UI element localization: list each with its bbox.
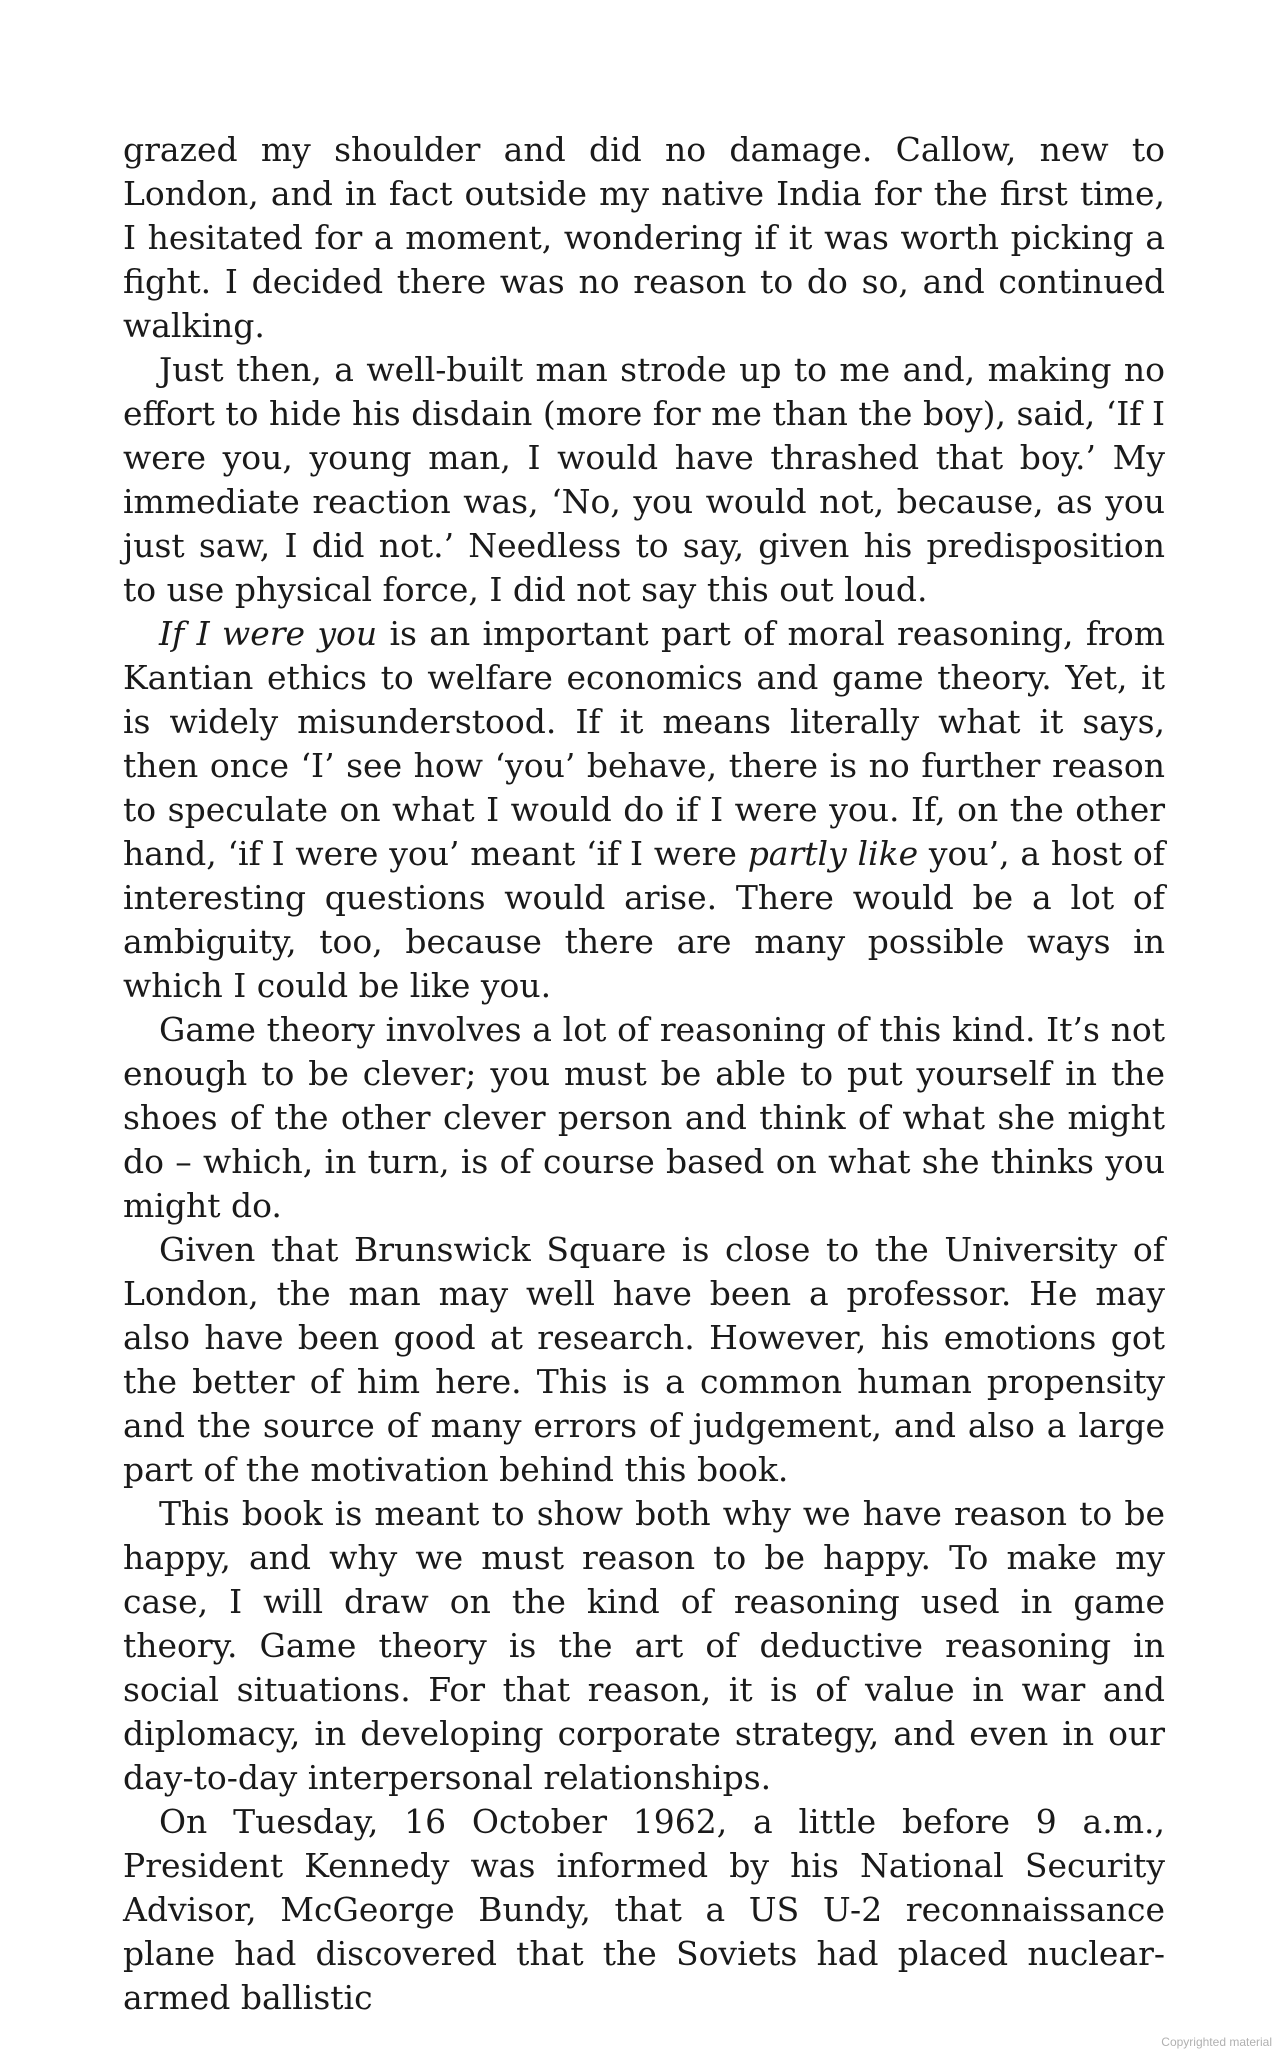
paragraph-text: grazed my shoulder and did no damage. Callow, new to London, and in fact outside my native India for the first time, I hesitated for a moment, wondering if it was worth picking a fight. I decided there was no reason to do so, and continued walking. bbox=[123, 130, 1165, 345]
paragraph bbox=[123, 128, 1165, 348]
paragraph bbox=[123, 1228, 1165, 1492]
paragraph-text: Just then, a well-built man strode up to me and, making no effort to hide his disdain (more for me than the boy), said, ‘If I were you, young man, I would have thrashed that boy.’ My immediate reaction was, ‘No, you would not, because, as you just saw, I did not.’ Needless to say, given his predisposition to use physical force, I did not say this out loud. bbox=[123, 350, 1165, 609]
paragraph bbox=[123, 348, 1165, 612]
paragraph bbox=[123, 1492, 1165, 1800]
paragraph-text: is an important part of moral reasoning, from Kantian ethics to welfare economics and game theory. Yet, it is widely misunderstood. If it means literally what it says, then once ‘I’ see how ‘you’ behave, there is no further reason to speculate on what I would do if I were you. If, on the other hand, ‘if I were you’ meant ‘if I were bbox=[123, 614, 1165, 873]
paragraph-text: On Tuesday, 16 October 1962, a little before 9 a.m., President Kennedy was informed by his National Security Advisor, McGeorge Bundy, that a US U-2 reconnaissance plane had discovered that the Soviets had placed nuclear-armed ballistic bbox=[123, 1802, 1165, 2017]
paragraph bbox=[123, 1800, 1165, 2020]
paragraph-text: Game theory involves a lot of reasoning of this kind. It’s not enough to be clever; you must be able to put yourself in the shoes of the other clever person and think of what she might do – which, in turn, is of course based on what she thinks you might do. bbox=[123, 1010, 1165, 1225]
paragraph-text: This book is meant to show both why we have reason to be happy, and why we must reason to be happy. To make my case, I will draw on the kind of reasoning used in game theory. Game theory is the art of deductive reasoning in social situations. For that reason, it is of value in war and diplomacy, in developing corporate strategy, and even in our day-to-day interpersonal relationships. bbox=[123, 1494, 1165, 1797]
paragraph-text: you’, a host of interesting questions would arise. There would be a lot of ambiguity, too, because there are many possible ways in which I could be like you. bbox=[123, 834, 1165, 1005]
italic-phrase: If I were you bbox=[159, 614, 378, 653]
italic-phrase: partly like bbox=[747, 834, 919, 873]
paragraph bbox=[123, 1008, 1165, 1228]
copyright-watermark: Copyrighted material bbox=[1161, 2035, 1272, 2049]
paragraph-text: Given that Brunswick Square is close to the University of London, the man may well have been a professor. He may also have been good at research. However, his emotions got the better of him here. This is a common human propensity and the source of many errors of judgement, and also a large part of the motivation behind this book. bbox=[123, 1230, 1165, 1489]
paragraph bbox=[123, 612, 1165, 1008]
book-page-text bbox=[123, 128, 1165, 2020]
